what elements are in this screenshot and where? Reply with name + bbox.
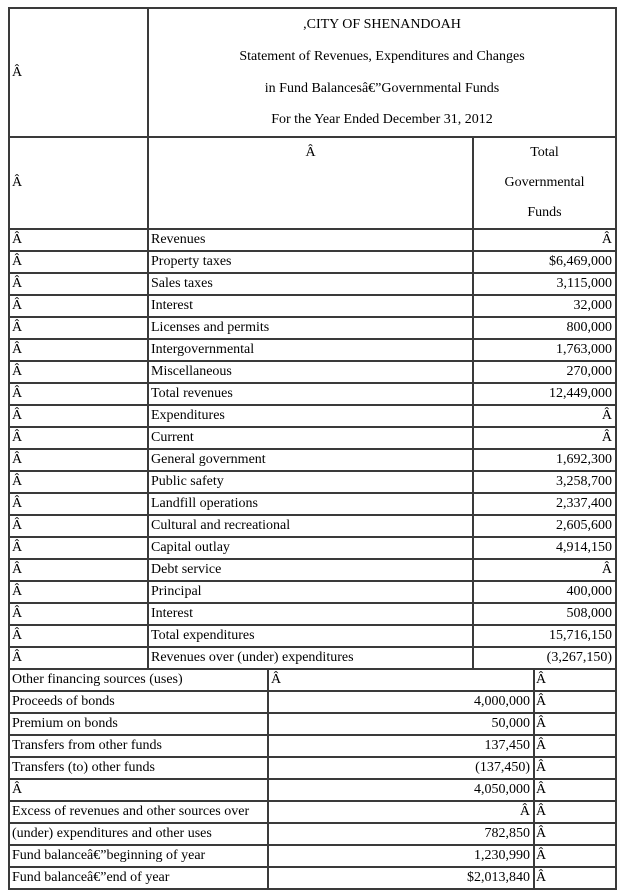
table-row [9, 273, 616, 295]
table-row [9, 779, 616, 801]
row-value-cell: 508,000 [473, 603, 616, 625]
document-subtitle-2: in Fund Balancesâ€”Governmental Funds [264, 80, 500, 96]
row-value-cell: 782,850 [268, 823, 534, 845]
row-label-cell: Transfers (to) other funds [9, 757, 268, 779]
row-blank-cell: Â [9, 427, 148, 449]
row-label-cell: Sales taxes [148, 273, 473, 295]
table-row [9, 735, 616, 757]
row-tail-cell: Â [534, 823, 616, 845]
row-label-cell: Revenues [148, 229, 473, 251]
row-blank-cell: Â [9, 361, 148, 383]
row-value-cell: 2,605,600 [473, 515, 616, 537]
row-label-cell: Total revenues [148, 383, 473, 405]
row-blank-cell: Â [9, 251, 148, 273]
table-row [9, 603, 616, 625]
row-blank-cell: Â [9, 625, 148, 647]
row-label-cell: Principal [148, 581, 473, 603]
row-tail-cell: Â [534, 757, 616, 779]
other-financing-table [8, 670, 617, 890]
row-blank-cell: Â [9, 559, 148, 581]
table-row [9, 317, 616, 339]
row-label-cell: Fund balanceâ€”end of year [9, 867, 268, 889]
row-label-cell: Intergovernmental [148, 339, 473, 361]
row-blank-cell: Â [9, 273, 148, 295]
title-cell [148, 8, 616, 137]
row-tail-cell: Â [534, 779, 616, 801]
header-line-funds: Funds [527, 205, 562, 220]
header-line-governmental: Governmental [504, 175, 585, 190]
row-label-cell: Miscellaneous [148, 361, 473, 383]
table-row [9, 867, 616, 889]
row-value-cell: 4,050,000 [268, 779, 534, 801]
row-value-cell: 800,000 [473, 317, 616, 339]
table-row [9, 493, 616, 515]
row-label-cell: General government [148, 449, 473, 471]
row-label-cell: Interest [148, 295, 473, 317]
row-value-cell: 270,000 [473, 361, 616, 383]
row-tail-cell: Â [534, 867, 616, 889]
row-value-cell: Â [473, 559, 616, 581]
table-row [9, 361, 616, 383]
row-value-cell: Â [473, 229, 616, 251]
row-label-cell: Transfers from other funds [9, 735, 268, 757]
row-value-cell: 15,716,150 [473, 625, 616, 647]
title-row [9, 8, 616, 137]
row-label-cell: Debt service [148, 559, 473, 581]
row-blank-cell: Â [9, 581, 148, 603]
row-tail-cell: Â [534, 670, 616, 691]
table-row [9, 537, 616, 559]
table-row [9, 515, 616, 537]
row-label-cell: Other financing sources (uses) [9, 670, 268, 691]
row-label-cell: Public safety [148, 471, 473, 493]
statement-table [8, 7, 617, 670]
row-blank-cell: Â [9, 647, 148, 669]
table-row [9, 845, 616, 867]
table-row [9, 757, 616, 779]
row-blank-cell: Â [9, 493, 148, 515]
header-blank-cell-2: Â [148, 137, 473, 229]
header-blank-cell-1: Â [9, 137, 148, 229]
row-value-cell: 4,914,150 [473, 537, 616, 559]
row-tail-cell: Â [534, 735, 616, 757]
row-label-cell: Interest [148, 603, 473, 625]
table-row [9, 251, 616, 273]
row-blank-cell: Â [9, 405, 148, 427]
row-value-cell: Â [268, 801, 534, 823]
row-value-cell: (137,450) [268, 757, 534, 779]
row-tail-cell: Â [534, 713, 616, 735]
row-value-cell: 32,000 [473, 295, 616, 317]
table-row [9, 295, 616, 317]
row-value-cell: $2,013,840 [268, 867, 534, 889]
row-value-cell: $6,469,000 [473, 251, 616, 273]
document-period-line: For the Year Ended December 31, 2012 [271, 112, 493, 128]
row-value-cell: Â [268, 670, 534, 691]
document-title: ,CITY OF SHENANDOAH [303, 17, 461, 33]
table-row [9, 405, 616, 427]
row-label-cell: Fund balanceâ€”beginning of year [9, 845, 268, 867]
table-row [9, 559, 616, 581]
table-row [9, 229, 616, 251]
row-label-cell: Cultural and recreational [148, 515, 473, 537]
table-row [9, 823, 616, 845]
row-tail-cell: Â [534, 845, 616, 867]
row-value-cell: (3,267,150) [473, 647, 616, 669]
table-row [9, 691, 616, 713]
financial-statement-document [8, 7, 615, 890]
row-value-cell: 3,258,700 [473, 471, 616, 493]
total-governmental-funds-header [473, 137, 616, 229]
row-value-cell: 2,337,400 [473, 493, 616, 515]
document-subtitle-1: Statement of Revenues, Expenditures and Changes [239, 48, 525, 64]
table-row [9, 339, 616, 361]
row-label-cell: Â [9, 779, 268, 801]
row-label-cell: Proceeds of bonds [9, 691, 268, 713]
row-value-cell: 1,692,300 [473, 449, 616, 471]
table-row [9, 427, 616, 449]
row-value-cell: 4,000,000 [268, 691, 534, 713]
row-value-cell: 1,230,990 [268, 845, 534, 867]
row-label-cell: Expenditures [148, 405, 473, 427]
table-row [9, 625, 616, 647]
row-value-cell: 3,115,000 [473, 273, 616, 295]
table-row [9, 647, 616, 669]
row-blank-cell: Â [9, 339, 148, 361]
row-blank-cell: Â [9, 449, 148, 471]
table-row [9, 471, 616, 493]
row-blank-cell: Â [9, 603, 148, 625]
row-blank-cell: Â [9, 295, 148, 317]
row-blank-cell: Â [9, 317, 148, 339]
row-label-cell: Licenses and permits [148, 317, 473, 339]
column-header-row [9, 137, 616, 229]
row-label-cell: Capital outlay [148, 537, 473, 559]
row-blank-cell: Â [9, 383, 148, 405]
row-label-cell: (under) expenditures and other uses [9, 823, 268, 845]
row-blank-cell: Â [9, 471, 148, 493]
table-row [9, 383, 616, 405]
row-label-cell: Excess of revenues and other sources over [9, 801, 268, 823]
row-tail-cell: Â [534, 801, 616, 823]
title-corner-blank-cell: Â [9, 8, 148, 137]
row-blank-cell: Â [9, 229, 148, 251]
row-blank-cell: Â [9, 537, 148, 559]
row-label-cell: Total expenditures [148, 625, 473, 647]
row-value-cell: 1,763,000 [473, 339, 616, 361]
row-label-cell: Current [148, 427, 473, 449]
row-tail-cell: Â [534, 691, 616, 713]
row-value-cell: Â [473, 405, 616, 427]
table-row [9, 581, 616, 603]
row-value-cell: 137,450 [268, 735, 534, 757]
row-label-cell: Premium on bonds [9, 713, 268, 735]
row-label-cell: Landfill operations [148, 493, 473, 515]
row-value-cell: 50,000 [268, 713, 534, 735]
row-value-cell: 12,449,000 [473, 383, 616, 405]
row-label-cell: Revenues over (under) expenditures [148, 647, 473, 669]
row-value-cell: Â [473, 427, 616, 449]
header-line-total: Total [530, 145, 559, 160]
row-blank-cell: Â [9, 515, 148, 537]
table-row [9, 670, 616, 691]
table-row [9, 449, 616, 471]
table-row [9, 801, 616, 823]
row-label-cell: Property taxes [148, 251, 473, 273]
table-row [9, 713, 616, 735]
row-value-cell: 400,000 [473, 581, 616, 603]
